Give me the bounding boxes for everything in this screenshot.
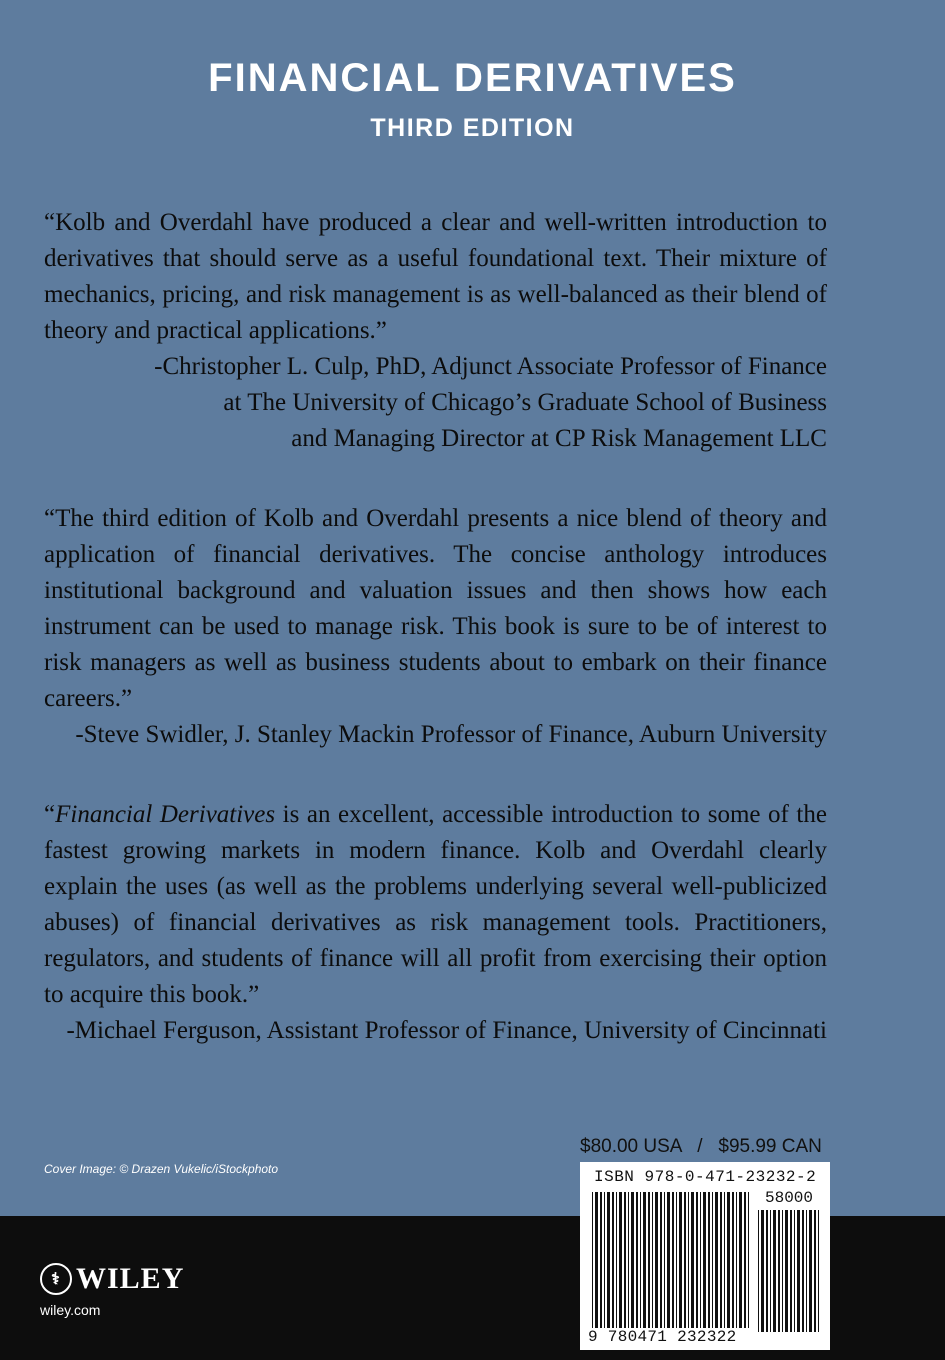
barcode-bar <box>676 1192 677 1332</box>
barcode-bar <box>732 1192 734 1332</box>
barcode-bar <box>607 1192 610 1332</box>
barcode-addon-number: 58000 <box>764 1189 813 1207</box>
barcode-bar <box>592 1192 593 1332</box>
barcode-bar <box>790 1210 792 1332</box>
quote-attribution <box>44 717 827 753</box>
quote-body: is an excellent, accessible introduction to some of the fastest growing markets in modern finance. Kolb and Overdahl clearly explain the uses (as well as the problems underlying several well-publicized abuses) of financial derivatives as risk management tools. Practitioners, regulators, and students of finance will all profit from exercising their option to acquire this book.” <box>44 801 827 1008</box>
price-separator: / <box>697 1136 703 1157</box>
barcode-bar <box>739 1192 742 1332</box>
barcode-bar <box>814 1210 816 1332</box>
barcode-bar <box>660 1192 662 1332</box>
quote-text: “Kolb and Overdahl have produced a clear and well-written introduction to derivatives that should serve as a useful foundational text. Their mixture of mechanics, pricing, and risk management is as well-balanced as their blend of theory and practical applications.” <box>44 209 827 344</box>
attribution-line: -Michael Ferguson, Assistant Professor of Finance, University of Cincinnati <box>66 1017 827 1044</box>
barcode-bar <box>628 1192 629 1332</box>
attribution-line: -Steve Swidler, J. Stanley Mackin Professor of Finance, Auburn University <box>75 721 827 748</box>
barcode-bar <box>778 1210 780 1332</box>
barcode-bar <box>797 1210 800 1332</box>
barcode-bar <box>724 1192 725 1332</box>
barcode-bar <box>770 1210 771 1332</box>
barcode-bar <box>794 1210 795 1332</box>
barcode-bar <box>727 1192 730 1332</box>
wiley-emblem-icon: ⚕ <box>40 1263 72 1295</box>
barcode-panel <box>580 1162 830 1350</box>
barcode-bar <box>640 1192 641 1332</box>
price-can: $95.99 CAN <box>718 1136 822 1157</box>
barcode-bar <box>652 1192 653 1332</box>
barcode-bar <box>782 1210 783 1332</box>
barcode-bar <box>648 1192 650 1332</box>
barcode-bar <box>758 1210 759 1332</box>
quote-attribution <box>44 1013 827 1049</box>
barcode-bar <box>703 1192 706 1332</box>
barcode-bar <box>696 1192 698 1332</box>
barcode-bar <box>736 1192 737 1332</box>
barcode-bar <box>700 1192 701 1332</box>
barcode-bar <box>684 1192 686 1332</box>
barcode-bar <box>600 1192 602 1332</box>
barcode-bar <box>802 1210 804 1332</box>
barcode-bar <box>612 1192 614 1332</box>
book-edition: THIRD EDITION <box>370 114 575 142</box>
barcode-bar <box>636 1192 638 1332</box>
barcode-bar <box>744 1192 746 1332</box>
addon-barcode <box>758 1210 820 1332</box>
price-line <box>580 1136 827 1158</box>
barcode-bar <box>748 1192 749 1332</box>
barcode-bar <box>667 1192 670 1332</box>
barcode-bar <box>604 1192 605 1332</box>
barcode-bar <box>624 1192 626 1332</box>
barcode-bar <box>761 1210 764 1332</box>
barcode-bar <box>806 1210 807 1332</box>
attribution-line: at The University of Chicago’s Graduate School of Business <box>223 389 827 416</box>
barcode-bar <box>691 1192 694 1332</box>
quote-culp <box>44 205 827 457</box>
barcode-bar <box>688 1192 689 1332</box>
price-usa: $80.00 USA <box>580 1136 682 1157</box>
barcode-bar <box>720 1192 722 1332</box>
quote-text <box>44 797 827 1013</box>
barcode-bar <box>631 1192 634 1332</box>
book-title: FINANCIAL DERIVATIVES <box>208 56 737 100</box>
barcode-bar <box>616 1192 617 1332</box>
quote-swidler <box>44 501 827 753</box>
barcode-bar <box>595 1192 598 1332</box>
barcode-bar <box>619 1192 622 1332</box>
italic-book-title: Financial Derivatives <box>55 801 276 828</box>
barcode-bar <box>672 1192 674 1332</box>
attribution-line: and Managing Director at CP Risk Management LLC <box>291 425 827 452</box>
barcode-bar <box>712 1192 713 1332</box>
barcode-bar <box>664 1192 665 1332</box>
quote-text: “The third edition of Kolb and Overdahl presents a nice blend of theory and application of financial derivatives. The concise anthology introduces institutional background and valuation issues and then shows how each instrument can be used to manage risk. This book is sure to be of interest to risk managers as well as business students about to embark on their finance careers.” <box>44 505 827 712</box>
barcode-bar <box>655 1192 658 1332</box>
barcode-bar <box>715 1192 718 1332</box>
barcode-bar <box>785 1210 788 1332</box>
publisher-logo <box>40 1262 184 1296</box>
quote-ferguson <box>44 797 827 1049</box>
ean-number: 9 780471 232322 <box>588 1328 758 1346</box>
ean-barcode <box>592 1192 752 1332</box>
open-quote: “ <box>44 801 56 828</box>
barcode-bar <box>773 1210 776 1332</box>
barcode-bar <box>679 1192 682 1332</box>
barcode-bar <box>708 1192 710 1332</box>
barcode-bar <box>818 1210 819 1332</box>
attribution-line: -Christopher L. Culp, PhD, Adjunct Associate Professor of Finance <box>154 353 827 380</box>
barcode-bar <box>809 1210 812 1332</box>
quote-attribution <box>44 349 827 457</box>
barcode-bar <box>643 1192 646 1332</box>
barcode-bar <box>766 1210 768 1332</box>
publisher-name: WILEY <box>76 1262 185 1295</box>
isbn-number: ISBN 978-0-471-23232-2 <box>594 1168 817 1186</box>
cover-image-credit: Cover Image: © Drazen Vukelic/iStockphoto <box>44 1162 279 1176</box>
publisher-website: wiley.com <box>40 1302 101 1318</box>
